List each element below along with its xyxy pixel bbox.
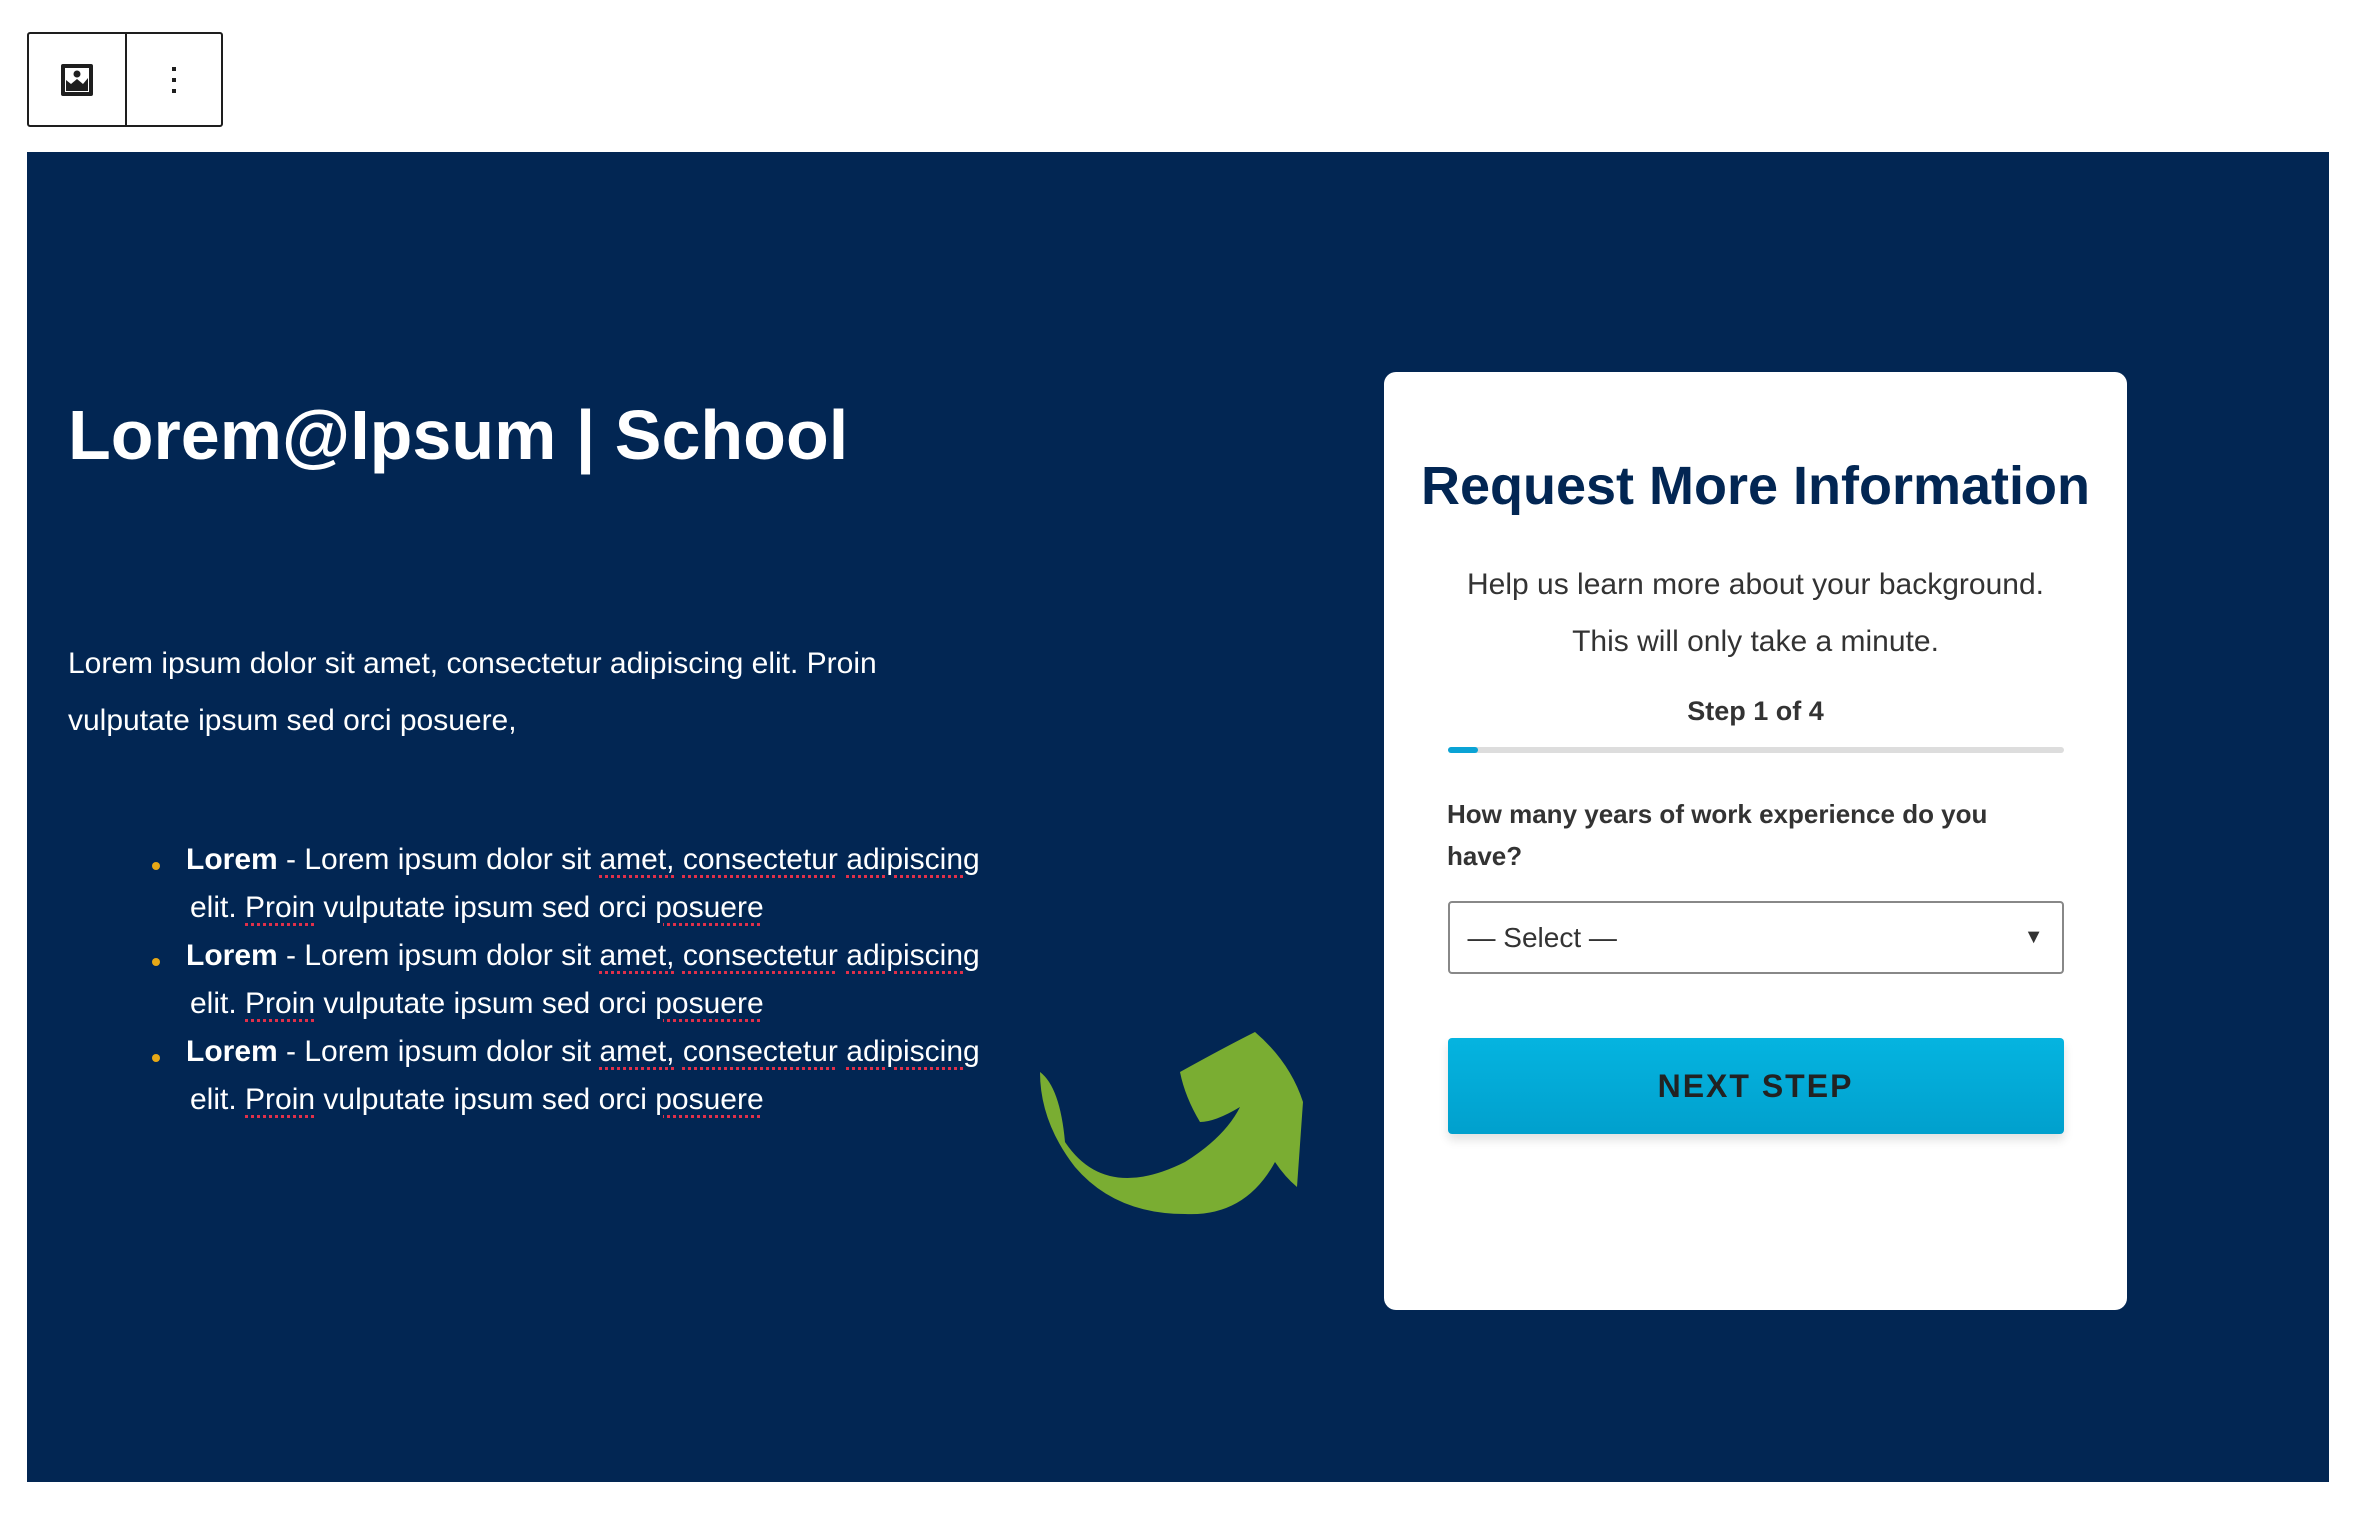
chevron-down-icon: ▼ (2023, 926, 2044, 948)
item-text: posuere (655, 987, 764, 1020)
item-text: elit. (190, 891, 246, 924)
item-text: vulputate ipsum sed orci (315, 987, 656, 1020)
image-icon (59, 62, 95, 98)
item-text (675, 1035, 683, 1068)
curved-arrow-icon (1035, 1032, 1325, 1217)
item-text: vulputate ipsum sed orci (315, 1083, 656, 1116)
next-step-button[interactable]: NEXT STEP (1448, 1038, 2064, 1134)
item-text: - Lorem ipsum dolor sit (277, 939, 600, 972)
item-text: vulputate ipsum sed orci (315, 891, 656, 924)
experience-select[interactable] (1448, 901, 2064, 974)
item-text: adipiscing (846, 939, 980, 972)
item-bold: Lorem (186, 843, 278, 876)
step-indicator: Step 1 of 4 (1687, 696, 1824, 726)
item-text: adipiscing (846, 1035, 980, 1068)
list-item (140, 836, 980, 932)
item-text: Proin (245, 987, 316, 1020)
item-text: Proin (245, 891, 316, 924)
select-value: — Select — (1467, 921, 1617, 953)
item-text: consectetur (682, 1035, 838, 1068)
block-toolbar (27, 32, 223, 127)
item-text: amet, (599, 939, 675, 972)
item-text: consectetur (682, 939, 838, 972)
question-label: How many years of work experience do you have? (1447, 799, 1988, 871)
item-text: elit. (190, 987, 246, 1020)
hero-title: Lorem@Ipsum | School (68, 396, 849, 474)
list-item (140, 932, 980, 1028)
item-text: - Lorem ipsum dolor sit (277, 1035, 600, 1068)
item-text: elit. (190, 1083, 246, 1116)
feature-list (140, 836, 980, 1124)
more-options-button[interactable] (125, 34, 221, 125)
item-text: adipiscing (846, 843, 980, 876)
progress-bar (1448, 747, 2064, 753)
list-item (140, 1028, 980, 1124)
item-text (675, 843, 683, 876)
form-subtitle (1384, 556, 2127, 670)
progress-fill (1448, 747, 1479, 753)
item-text (675, 939, 683, 972)
image-block-button[interactable] (29, 34, 125, 125)
item-bold: Lorem (186, 939, 278, 972)
item-text: posuere (655, 891, 764, 924)
more-options-icon (170, 64, 178, 96)
item-bold: Lorem (186, 1035, 278, 1068)
item-text: amet, (599, 843, 675, 876)
subtitle-line-2: This will only take a minute. (1572, 625, 1939, 658)
hero-intro: Lorem ipsum dolor sit amet, consectetur adipiscing elit. Proin vulputate ipsum sed orci posuere, (68, 647, 877, 737)
request-info-form (1384, 372, 2127, 1310)
subtitle-line-1: Help us learn more about your background. (1466, 568, 2044, 601)
item-text: - Lorem ipsum dolor sit (277, 843, 600, 876)
item-text: consectetur (682, 843, 838, 876)
item-text: posuere (655, 1083, 764, 1116)
item-text: amet, (599, 1035, 675, 1068)
form-title: Request More Information (1420, 456, 2091, 516)
item-text: Proin (245, 1083, 316, 1116)
